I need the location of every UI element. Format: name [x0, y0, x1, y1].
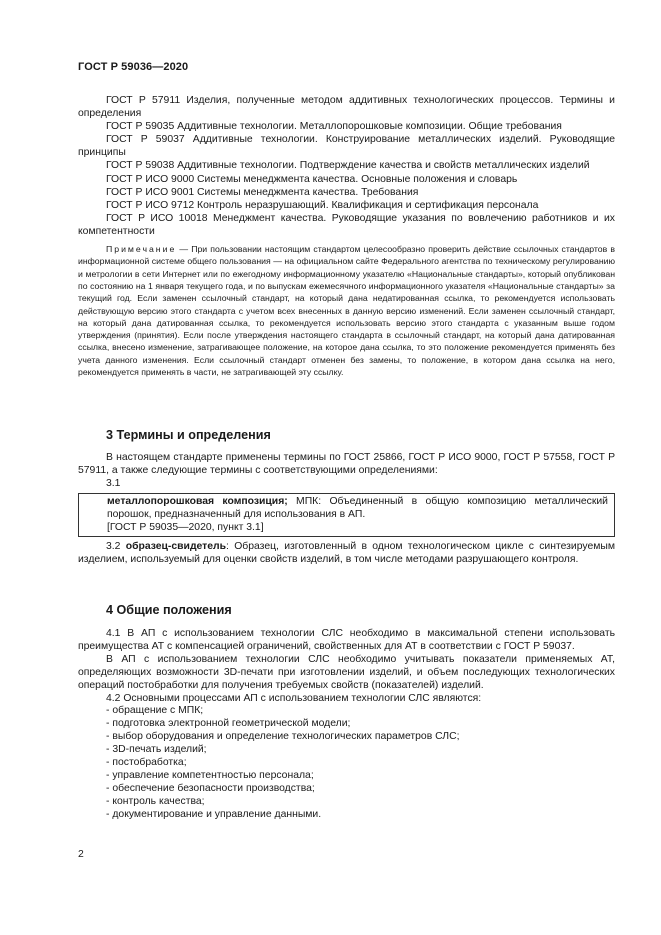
- note-label: Примечание: [106, 244, 177, 255]
- process-list: [78, 705, 615, 821]
- section-3-heading: 3 Термины и определения: [106, 428, 271, 442]
- reference-item: ГОСТ Р 59035 Аддитивные технологии. Металлопорошковые композиции. Общие требования: [106, 121, 562, 133]
- section-4-body: [78, 628, 615, 822]
- term-3-2-title: образец-свидетель: [125, 541, 227, 553]
- note-text: — При пользовании настоящим стандартом целесообразно проверить действие ссылочных стандартов в информационной системе общего пользования — на официальном сайте Федерального агентства по техническому регулированию и метрологии в сети Интернет или по ежегодному информационному указателю «Национальные стандарты», который опубликован по состоянию на 1 января текущего года, и по выпускам ежемесячного информационного указателя «Национальные стандарты» за текущий год. Если заменен ссылочный стандарт, на который дана недатированная ссылка, то рекомендуется использовать действующую версию этого стандарта с учетом всех внесенных в данную версию изменений. Если заменен ссылочный стандарт, на который дана датированная ссылка, то рекомендуется использовать версию этого стандарта с указанным выше годом утверждения (принятия). Если после утверждения настоящего стандарта в ссылочный стандарт, на который дана датированная ссылка, внесено изменение, затрагивающее положение, на которое дана ссылка, то это положение рекомендуется применять без учета данного изменения. Если ссылочный стандарт отменен без замены, то положение, в котором дана ссылка на него, рекомендуется применять в части, не затрагивающей эту ссылку.: [78, 244, 615, 377]
- note-paragraph: [78, 243, 615, 378]
- reference-item: ГОСТ Р ИСО 9001 Системы менеджмента качества. Требования: [106, 186, 419, 198]
- list-item: - подготовка электронной геометрической модели;: [106, 718, 351, 730]
- list-item: - постобработка;: [106, 757, 187, 769]
- reference-item: ГОСТ Р 59038 Аддитивные технологии. Подтверждение качества и свойств металлических изделий: [106, 160, 590, 172]
- term-definition-box: [78, 493, 615, 538]
- term-3-2-definition: : Образец, изготовленный в одном технологическом цикле с синтезируемым изделием, используемый для оценки свойств изделий, в том числе методами разрушающего контроля.: [78, 541, 615, 566]
- reference-item: ГОСТ Р ИСО 9712 Контроль неразрушающий. Квалификация и сертификация персонала: [106, 199, 539, 211]
- term-3-1-title: металлопорошковая композиция;: [107, 495, 288, 507]
- list-item: - выбор оборудования и определение технологических параметров СЛС;: [106, 731, 460, 743]
- page-number: 2: [78, 849, 84, 860]
- reference-item: ГОСТ Р 59037 Аддитивные технологии. Конструирование металлических изделий. Руководящие принципы: [78, 134, 615, 159]
- list-item: - управление компетентностью персонала;: [106, 769, 314, 781]
- list-item: - контроль качества;: [106, 795, 205, 807]
- term-3-1-number: 3.1: [106, 477, 121, 489]
- list-item: - обеспечение безопасности производства;: [106, 782, 315, 794]
- section-4-heading: 4 Общие положения: [106, 603, 232, 617]
- section-3-body: [78, 452, 615, 567]
- reference-item: ГОСТ Р 57911 Изделия, полученные методом аддитивных технологических процессов. Термины и определения: [78, 95, 615, 120]
- document-header: ГОСТ Р 59036—2020: [78, 61, 189, 73]
- reference-item: ГОСТ Р ИСО 9000 Системы менеджмента качества. Основные положения и словарь: [106, 173, 518, 185]
- section-4-paragraph: В АП с использованием технологии СЛС необходимо учитывать показатели применяемых АТ, определяющих возможности 3D-печати при изготовлении изделий, и объем последующих технологических операций постобработки для получения требуемых свойств (показателей) изделий.: [78, 653, 615, 691]
- term-3-1-definition: МПК: Объединенный в общую композицию металлический порошок, предназначенный для использования в АП.: [107, 495, 608, 520]
- section-4-paragraph: 4.1 В АП с использованием технологии СЛС необходимо в максимальной степени использовать преимущества АТ с компенсацией ограничений, свойственных для АТ в соответствии с ГОСТ Р 59037.: [78, 628, 615, 652]
- section-4-paragraph: 4.2 Основными процессами АП с использованием технологии СЛС являются:: [106, 692, 482, 704]
- section-3-intro: В настоящем стандарте применены термины по ГОСТ 25866, ГОСТ Р ИСО 9000, ГОСТ Р 57558, ГОСТ Р 57911, а также следующие термины с соответствующими определениями:: [78, 452, 615, 476]
- term-3-1-source: [ГОСТ Р 59035—2020, пункт 3.1]: [107, 521, 264, 533]
- term-3-2: [78, 541, 615, 567]
- normative-references: [78, 94, 615, 378]
- list-item: - обращение с МПК;: [106, 705, 204, 717]
- term-3-2-number: 3.2: [106, 541, 126, 553]
- list-item: - документирование и управление данными.: [106, 808, 322, 820]
- list-item: - 3D-печать изделий;: [106, 744, 207, 756]
- reference-item: ГОСТ Р ИСО 10018 Менеджмент качества. Руководящие указания по вовлечению работников и их компетентности: [78, 212, 615, 237]
